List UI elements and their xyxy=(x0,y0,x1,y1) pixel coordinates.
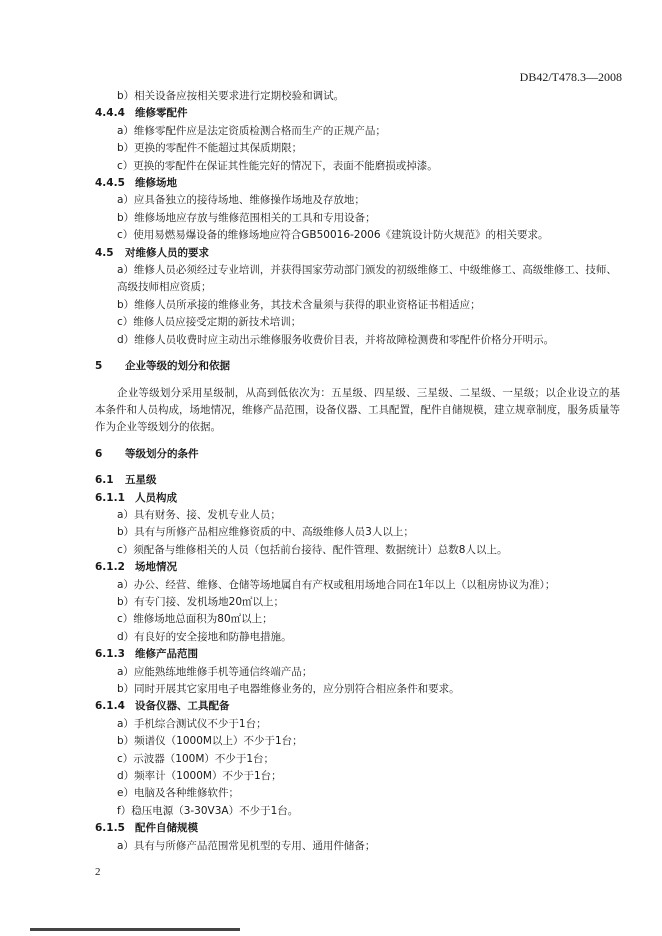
spacer xyxy=(95,463,620,472)
list-item: b）维修场地应存放与维修范围相关的工具和专用设备； xyxy=(117,211,376,224)
document-body xyxy=(95,88,620,855)
section-heading xyxy=(95,559,620,576)
bottom-rule xyxy=(30,928,240,931)
list-item: a）手机综合测试仪不少于1台； xyxy=(117,717,267,730)
list-item: b）具有与所修产品相应维修资质的中、高级维修人员3人以上； xyxy=(117,526,414,539)
section-number: 6.1.3 xyxy=(95,648,125,661)
section-number: 6.1.4 xyxy=(95,700,125,713)
section-title: 设备仪器、工具配备 xyxy=(135,700,230,713)
list-item: f）稳压电源（3-30V3A）不少于1台。 xyxy=(117,804,299,817)
list-item: a）办公、经营、维修、仓储等场地属自有产权或租用场地合同在1年以上（以租房协议为准）； xyxy=(117,578,556,591)
list-item: c）须配备与维修相关的人员（包括前台接待、配件管理、数据统计）总数8人以上。 xyxy=(117,543,508,556)
section-title: 维修场地 xyxy=(135,177,177,190)
section-heading xyxy=(95,490,620,507)
section-number: 6.1.5 xyxy=(95,822,125,835)
document-code: DB42/T478.3—2008 xyxy=(519,70,622,84)
list-item: e）电脑及各种维修软件； xyxy=(117,787,239,800)
section-heading xyxy=(95,646,620,663)
section-title: 场地情况 xyxy=(135,561,177,574)
paragraph: 企业等级划分采用星级制，从高到低依次为：五星级、四星级、三星级、二星级、一星级；以企业设立的基本条件和人员构成，场地情况，维修产品范围，设备仪器、工具配置，配件自储规模，建立规章制度，服务质量等作为企业等级划分的依据。 xyxy=(95,386,620,434)
section-number: 4.4.5 xyxy=(95,177,125,190)
section-title: 等级划分的条件 xyxy=(125,447,199,460)
section-heading xyxy=(95,698,620,715)
section-heading xyxy=(95,245,620,262)
list-item: c）使用易燃易爆设备的维修场地应符合GB50016-2006《建筑设计防火规范》的相关要求。 xyxy=(117,229,549,242)
list-item: c）维修人员应接受定期的新技术培训； xyxy=(117,316,302,329)
list-item: a）维修人员必须经过专业培训，并获得国家劳动部门颁发的初级维修工、中级维修工、高级维修工、技师、高级技师相应资质； xyxy=(117,264,617,294)
list-item: c）示波器（100M）不少于1台； xyxy=(117,752,275,765)
list-item: b）维修人员所承接的维修业务，其技术含量须与获得的职业资格证书相适应； xyxy=(117,298,481,311)
section-title: 维修产品范围 xyxy=(135,648,198,661)
section-number: 6.1.2 xyxy=(95,561,125,574)
list-item: d）维修人员收费时应主动出示维修服务收费价目表，并将故障检测费和零配件价格分开明示。 xyxy=(117,333,555,346)
section-number: 6.1 xyxy=(95,474,114,487)
list-item: b）更换的零配件不能超过其保质期限； xyxy=(117,142,303,155)
section-title: 对维修人员的要求 xyxy=(125,246,209,259)
section-number: 4.4.4 xyxy=(95,107,125,120)
section-title: 配件自储规模 xyxy=(135,822,198,835)
section-heading xyxy=(95,175,620,192)
list-item: a）应能熟练地维修手机等通信终端产品； xyxy=(117,665,313,678)
list-item: a）具有与所修产品范围常见机型的专用、通用件储备； xyxy=(117,839,376,852)
list-item: d）频率计（1000M）不少于1台； xyxy=(117,770,282,783)
section-heading xyxy=(95,446,620,463)
section-title: 人员构成 xyxy=(135,491,177,504)
spacer xyxy=(95,437,620,446)
list-item: b）同时开展其它家用电子电器维修业务的，应分别符合相应条件和要求。 xyxy=(117,683,460,695)
section-title: 维修零配件 xyxy=(135,107,188,120)
list-item: d）有良好的安全接地和防静电措施。 xyxy=(117,630,292,643)
section-number: 4.5 xyxy=(95,246,114,259)
section-heading xyxy=(95,105,620,122)
section-number: 6 xyxy=(95,447,103,460)
section-title: 企业等级的划分和依据 xyxy=(125,360,230,373)
section-heading xyxy=(95,358,620,375)
list-item: b）频谱仪（1000M以上）不少于1台； xyxy=(117,735,303,748)
list-item: a）应具备独立的接待场地、维修操作场地及存放地； xyxy=(117,194,365,207)
section-heading xyxy=(95,820,620,837)
list-item: c）维修场地总面积为80㎡以上； xyxy=(117,613,273,626)
list-item: b）相关设备应按相关要求进行定期校验和调试。 xyxy=(117,90,345,102)
spacer xyxy=(95,349,620,358)
section-number: 6.1.1 xyxy=(95,491,125,504)
section-heading xyxy=(95,472,620,489)
section-title: 五星级 xyxy=(125,474,157,487)
list-item: c）更换的零配件在保证其性能完好的情况下，表面不能磨损或掉漆。 xyxy=(117,159,438,172)
list-item: a）维修零配件应是法定资质检测合格而生产的正规产品； xyxy=(117,124,386,137)
spacer xyxy=(95,376,620,385)
list-item: b）有专门接、发机场地20㎡以上； xyxy=(117,595,285,608)
page-number: 2 xyxy=(95,866,101,878)
section-number: 5 xyxy=(95,360,103,373)
list-item: a）具有财务、接、发机专业人员； xyxy=(117,508,281,521)
